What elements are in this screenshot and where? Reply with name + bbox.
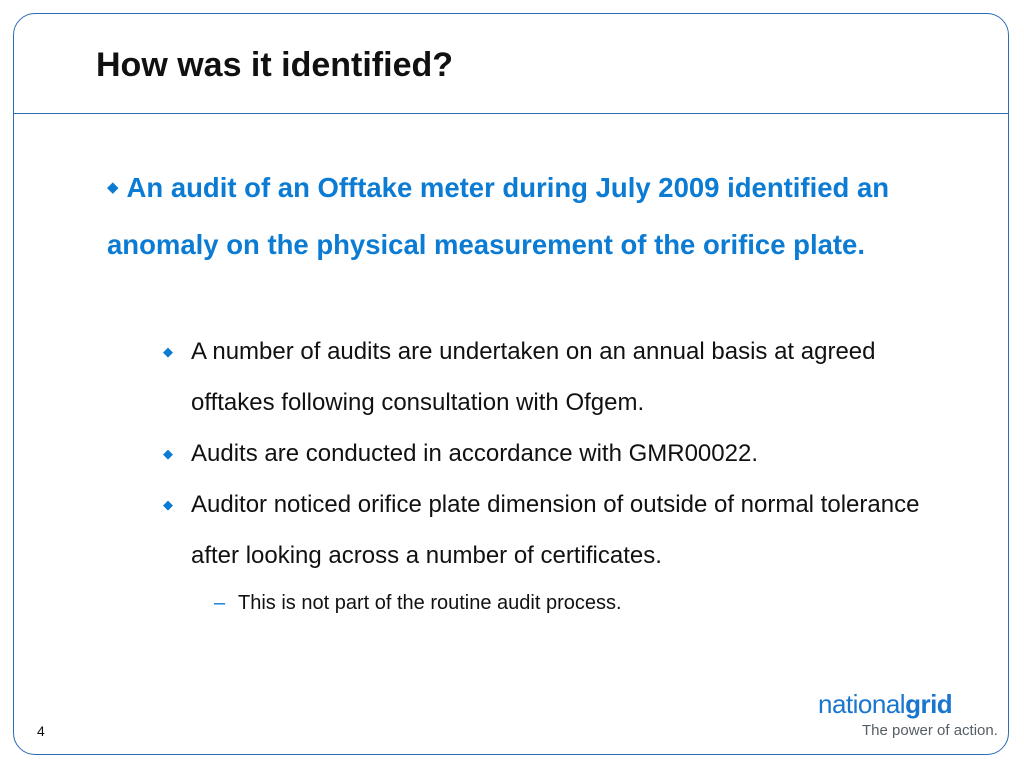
diamond-icon: ◆ bbox=[163, 497, 173, 512]
diamond-icon: ◆ bbox=[163, 446, 173, 461]
sub-bullet-text: Auditor noticed orifice plate dimension of outside of normal tolerance after looking across a number of certificates. bbox=[191, 491, 920, 569]
slide-title: How was it identified? bbox=[96, 46, 454, 84]
sub-bullet-1 bbox=[163, 326, 951, 428]
diamond-icon: ◆ bbox=[163, 344, 173, 359]
title-divider bbox=[14, 113, 1009, 114]
sub-sub-bullet-text: This is not part of the routine audit process. bbox=[238, 592, 622, 614]
dash-icon: – bbox=[214, 592, 226, 614]
sub-bullet-text: Audits are conducted in accordance with GMR00022. bbox=[191, 440, 758, 467]
sub-bullet-3 bbox=[163, 479, 951, 581]
diamond-icon: ◆ bbox=[107, 179, 119, 196]
logo-name bbox=[818, 690, 998, 718]
page-number: 4 bbox=[37, 723, 45, 739]
sub-bullet-text: A number of audits are undertaken on an annual basis at agreed offtakes following consultation with Ofgem. bbox=[191, 338, 876, 416]
main-bullet-text: An audit of an Offtake meter during July 2009 identified an anomaly on the physical measurement of the orifice plate. bbox=[107, 172, 890, 260]
logo-tagline: The power of action. bbox=[862, 722, 998, 739]
sub-sub-bullet bbox=[214, 585, 622, 621]
national-grid-logo bbox=[818, 689, 998, 739]
logo-name-bold: grid bbox=[905, 689, 953, 719]
main-bullet bbox=[107, 159, 937, 273]
sub-bullet-2 bbox=[163, 428, 951, 479]
logo-name-regular: national bbox=[818, 689, 906, 719]
